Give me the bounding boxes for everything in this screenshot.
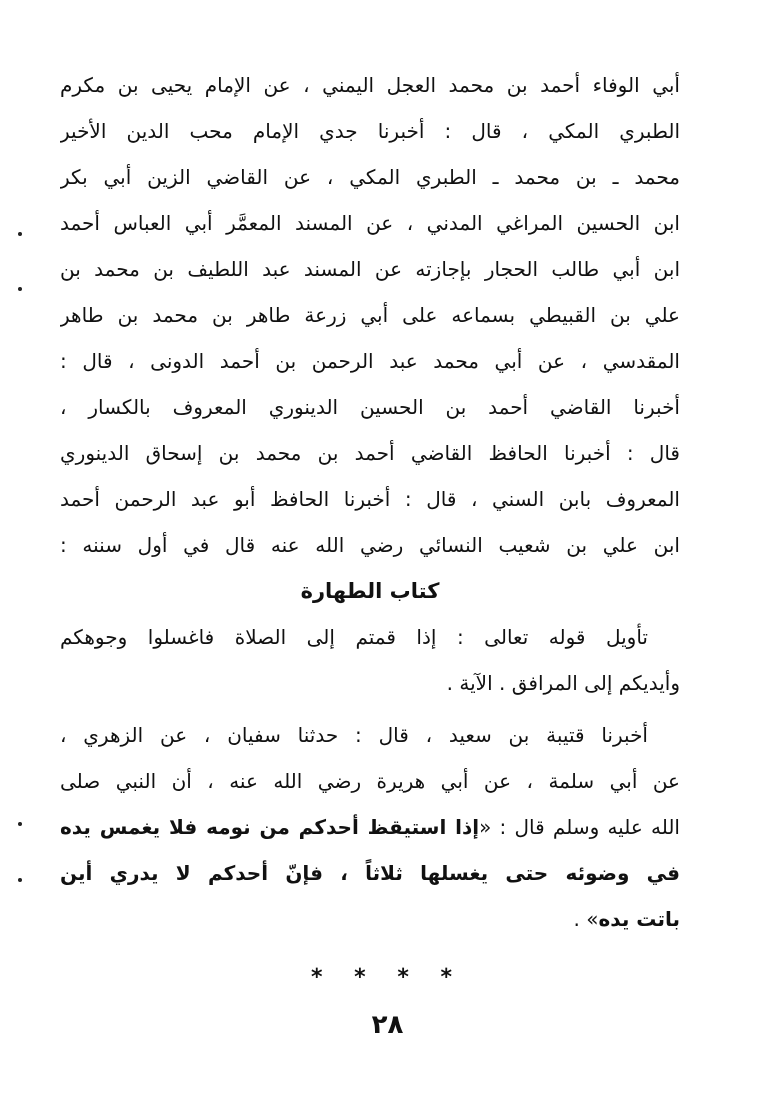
- hadith-matn-text: إذا استيقظ أحدكم من نومه فلا يغمس يده: [60, 815, 480, 839]
- margin-dot: [18, 287, 22, 291]
- text-line: عن أبي سلمة ، عن أبي هريرة رضي الله عنه ، أن النبي صلى: [60, 769, 680, 793]
- text-line: [60, 804, 680, 850]
- text-line: الطبري المكي ، قال : أخبرنا جدي الإمام محب الدين الأخير: [60, 119, 680, 143]
- text-line: قال : أخبرنا الحافظ القاضي أحمد بن محمد بن إسحاق الدينوري: [60, 441, 680, 465]
- text-line: المقدسي ، عن أبي محمد عبد الرحمن بن أحمد الدونى ، قال :: [60, 349, 680, 373]
- hadith-matn-text: باتت يده: [598, 907, 680, 931]
- text-line: [60, 896, 680, 942]
- margin-dot: [18, 822, 22, 826]
- chapter-title: كتاب الطهارة: [300, 579, 440, 603]
- page-number: ٢٨: [371, 1010, 404, 1040]
- isnad-paragraph: [60, 62, 680, 568]
- text-line: المعروف بابن السني ، قال : أخبرنا الحافظ أبو عبد الرحمن أحمد: [60, 487, 680, 511]
- text-line: ابن الحسين المراغي المدني ، عن المسند المعمَّر أبي العباس أحمد: [60, 211, 680, 235]
- hadith-paragraph: [60, 712, 680, 942]
- text-line: ابن أبي طالب الحجار بإجازته عن المسند عبد اللطيف بن محمد بن: [60, 257, 680, 281]
- text-line: محمد ـ بن محمد ـ الطبري المكي ، عن القاضي الزين أبي بكر: [60, 165, 680, 189]
- section-separator: * * * *: [311, 965, 464, 990]
- text-line: ابن علي بن شعيب النسائي رضي الله عنه قال في أول سننه :: [60, 533, 680, 557]
- text-line: أخبرنا قتيبة بن سعيد ، قال : حدثنا سفيان ، عن الزهري ،: [60, 723, 648, 747]
- hadith-matn-text: في وضوئه حتى يغسلها ثلاثاً ، فإنّ أحدكم لا يدري أين: [60, 861, 680, 885]
- margin-dot: [18, 232, 22, 236]
- verse-paragraph: [60, 614, 680, 706]
- margin-dot: [18, 878, 22, 882]
- text-line: علي بن القبيطي بسماعه على أبي زرعة طاهر بن محمد بن طاهر: [60, 303, 680, 327]
- text-line: أخبرنا القاضي أحمد بن الحسين الدينوري المعروف بالكسار ،: [60, 395, 680, 419]
- text-line: أبي الوفاء أحمد بن محمد العجل اليمني ، عن الإمام يحيى بن مكرم: [60, 73, 680, 97]
- text-span: الله عليه وسلم قال : «: [479, 815, 680, 839]
- text-span: » .: [573, 907, 599, 931]
- book-page: [60, 62, 680, 942]
- text-line: وأيديكم إلى المرافق . الآية .: [446, 671, 680, 695]
- text-line: تأويل قوله تعالى : إذا قمتم إلى الصلاة فاغسلوا وجوهكم: [60, 625, 648, 649]
